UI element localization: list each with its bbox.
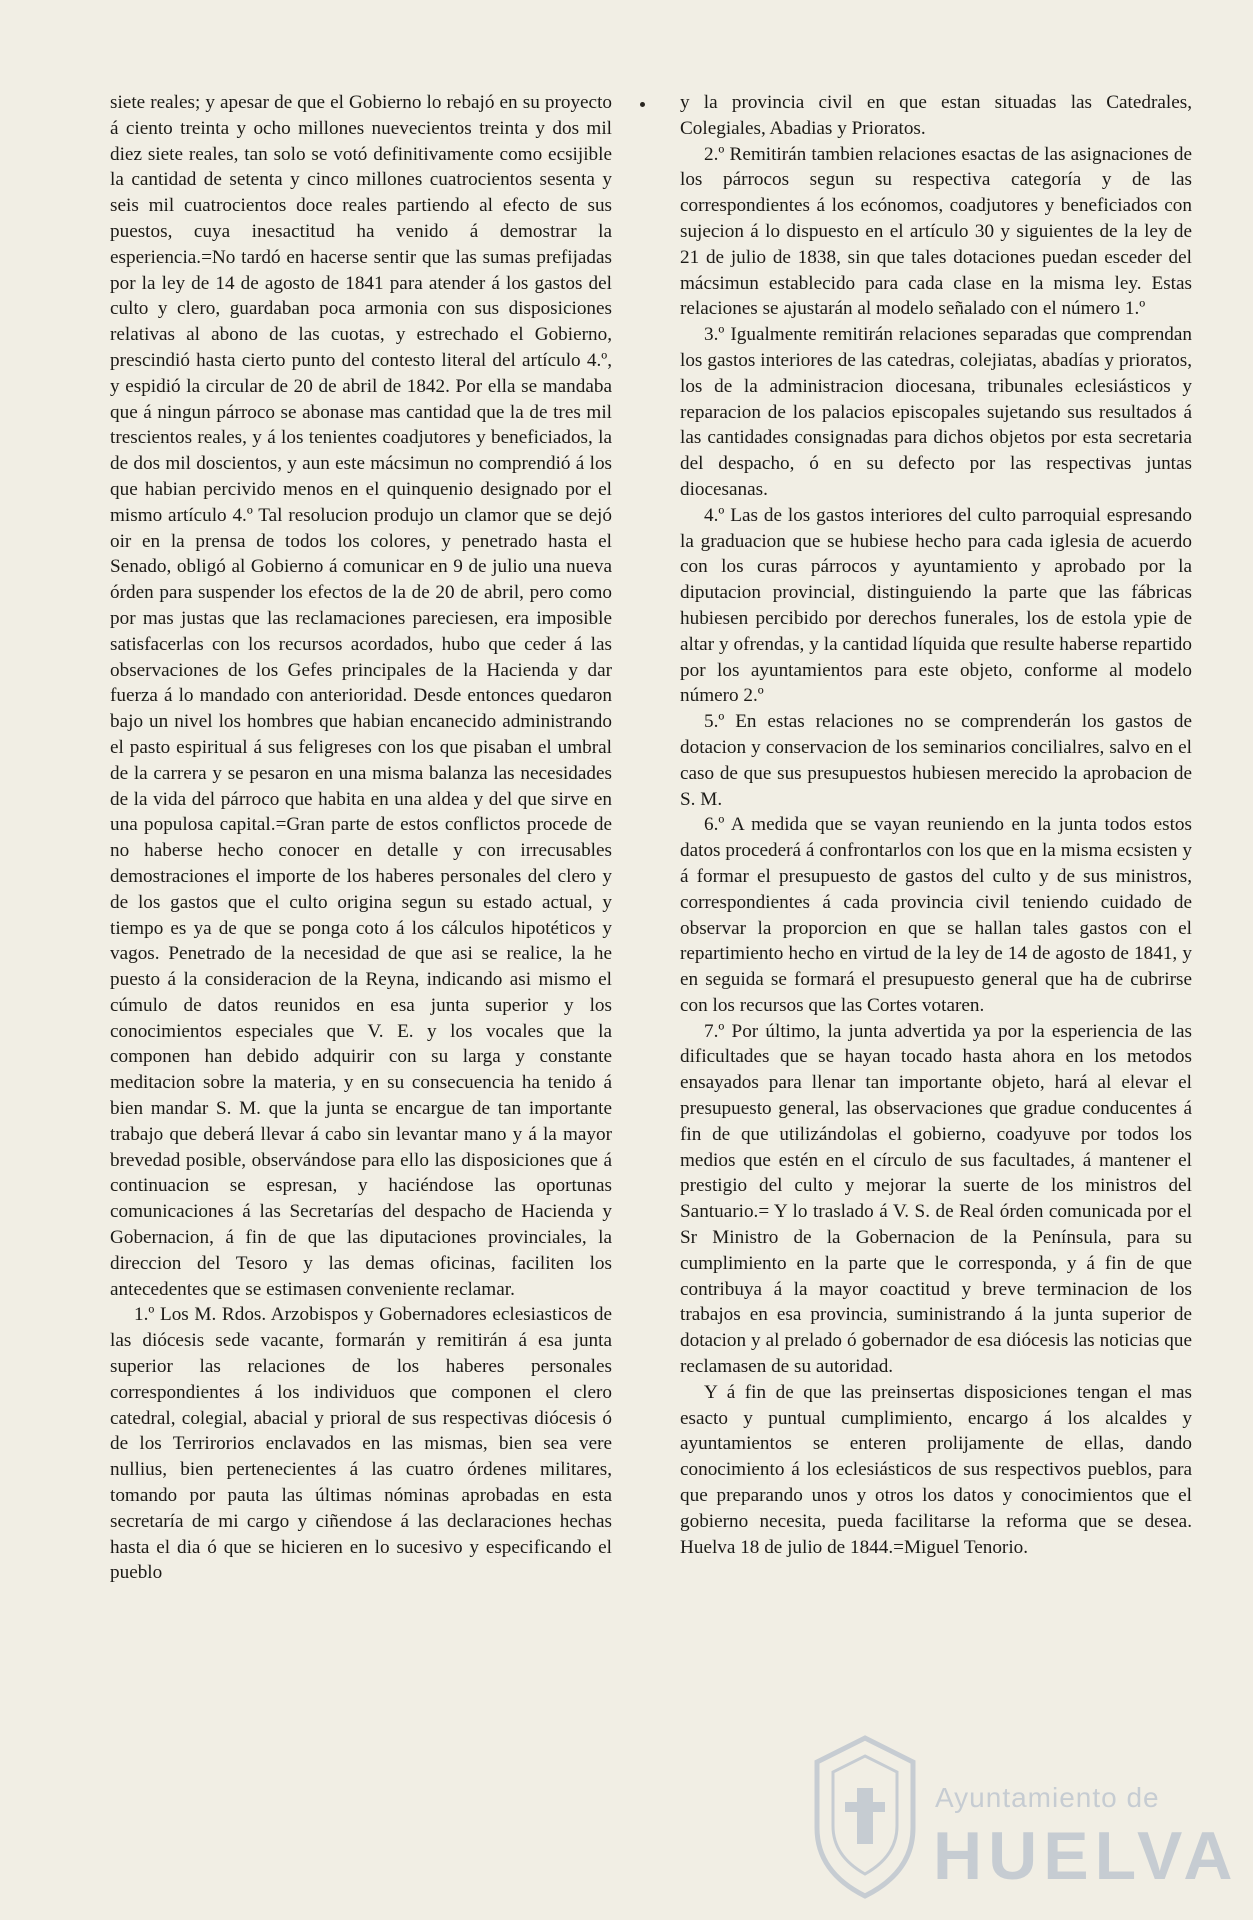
right-column <box>680 90 1192 1560</box>
coat-of-arms-icon <box>805 1732 925 1902</box>
right-paragraph-4: 4.º Las de los gastos interiores del culto parroquial espresando la graduacion que se hubiese hecho para cada iglesia de acuerdo con los curas párrocos y ayuntamiento y aprobado por la diputacion provincial, distinguiendo la parte que las fábricas hubiesen percibido por derechos funerales, los de estola ypie de altar y ofrendas, y la cantidad líquida que resulte haberse repartido por los ayuntamientos para este objeto, conforme al modelo número 2.º <box>680 504 1192 707</box>
right-paragraph-8: Y á fin de que las preinsertas disposiciones tengan el mas esacto y puntual cumplimiento, encargo á los alcaldes y ayuntamientos se enteren prolijamente de ellas, dando conocimiento á los eclesiásticos de sus respectivos pueblos, para que preparando unos y otros los datos y conocimientos que el gobierno necesita, pueda facilitarse la reforma que se desea. Huelva 18 de julio de 1844.=Miguel Tenorio. <box>680 1381 1192 1558</box>
right-paragraph-7: 7.º Por último, la junta advertida ya por la esperiencia de las dificultades que se hayan tocado hasta ahora en los metodos ensayados para llenar tan importante objeto, hará al elevar el presupuesto general, las observaciones que gradue conducentes á fin de que utilizándolas el gobierno, coadyuve por todos los medios que estén en el círculo de sus facultades, á mantener el prestigio del culto y mejorar la suerte de los ministros del Santuario.= Y lo traslado á V. S. de Real órden comunicada por el Sr Ministro de la Gobernacion de la Península, para su cumplimiento en la parte que le corresponda, y á fin de que contribuya á la mayor coactitud y breve terminacion de los trabajos en esa provincia, suministrando á la junta superior de dotacion y al prelado ó gobernador de esa diócesis las noticias que reclamasen de su autoridad. <box>680 1020 1192 1378</box>
archive-watermark <box>805 1722 1239 1912</box>
right-paragraph-3: 3.º Igualmente remitirán relaciones separadas que comprendan los gastos interiores de las catedras, colejiatas, abadías y prioratos, los de la administracion diocesana, tribunales eclesiásticos y reparacion de los palacios episcopales sujetando sus resultados á las cantidades consignadas para dichos objetos por esta secretaria del despacho, ó en su defecto por las respectivas juntas diocesanas. <box>680 324 1192 500</box>
left-paragraph-1: siete reales; y apesar de que el Gobierno lo rebajó en su proyecto á ciento treinta y ocho millones nuevecientos treinta y dos mil diez siete reales, tan solo se votó definitivamente como ecsijible la cantidad de setenta y cinco millones cuatrocientos sesenta y seis mil cuatrocientos doce reales partiendo al efecto de sus puestos, cuya inesactitud ha venido á demostrar la esperiencia.=No tardó en hacerse sentir que las sumas prefijadas por la ley de 14 de agosto de 1841 para atender á los gastos del culto y clero, guardaban poca armonia con sus disposiciones relativas al abono de las cuotas, y estrechado el Gobierno, prescindió hasta cierto punto del contesto literal del artículo 4.º, y espidió la circular de 20 de abril de 1842. Por ella se mandaba que á ningun párroco se abonase mas cantidad que la de tres mil trescientos reales, y á los tenientes coadjutores y beneficiados, la de dos mil doscientos, y aun este mácsimun no comprendió á los que habian percivido menos en el quinquenio designado por el mismo artículo 4.º Tal resolucion produjo un clamor que se dejó oir en la prensa de todos los colores, y penetrado hasta el Senado, obligó al Gobierno á comunicar en 9 de julio una nueva órden para suspender los efectos de la de 20 de abril, pero como por mas justas que las reclamaciones pareciesen, era imposible satisfacerlas con los recursos acordados, hubo que ceder á las observaciones de los Gefes principales de la Hacienda y dar fuerza á lo mandado con anterioridad. Desde entonces quedaron bajo un nivel los hombres que habian encanecido administrando el pasto espiritual á sus feligreses con los que pisaban el umbral de la carrera y se pesaron en una misma balanza las necesidades de la vida del párroco que habita en una aldea y del que sirve en una populosa capital.=Gran parte de estos conflictos procede de no haberse hecho conocer en detalle y con irrecusables demostraciones el importe de los haberes personales del clero y de los gastos que el culto origina segun su estado actual, y tiempo es ya de que se ponga coto á los cálculos hipotéticos y vagos. Penetrado de la necesidad de que asi se realice, la he puesto á la consideracion de la Reyna, indicando asi mismo el cúmulo de datos reunidos en esa junta superior y los conocimientos especiales que V. E. y los vocales que la componen han debido adquirir con su larga y constante meditacion sobre la materia, y en su consecuencia ha tenido á bien mandar S. M. que la junta se encargue de tan importante trabajo que deberá llevar á cabo sin levantar mano y á la mayor brevedad posible, observándose para ello las disposiciones que á continuacion se espresan, y haciéndose las oportunas comunicaciones á las Secretarías del despacho de Hacienda y Gobernacion, á fin de que las diputaciones provinciales, la direccion del Tesoro y las demas oficinas, faciliten los antecedentes que se estimasen conveniente reclamar. <box>110 92 612 1300</box>
left-column <box>110 90 612 1586</box>
right-paragraph-6: 6.º A medida que se vayan reuniendo en la junta todos estos datos procederá á confrontarlos con los que en la misma ecsisten y á formar el presupuesto de gastos del culto y de sus ministros, correspondientes á cada provincia civil teniendo cuidado de observar la proporcion en que se hallan tales gastos con el repartimiento hecho en virtud de la ley de 14 de agosto de 1841, y en seguida se formará el presupuesto general que ha de cubrirse con los recursos que las Cortes votaren. <box>680 814 1192 1016</box>
watermark-line-1: Ayuntamiento de <box>935 1782 1160 1813</box>
left-paragraph-2: 1.º Los M. Rdos. Arzobispos y Gobernadores eclesiasticos de las diócesis sede vacante, formarán y remitirán á esa junta superior las relaciones de los haberes personales correspondientes á los individuos que componen el clero catedral, colegial, abacial y prioral de sus respectivas diócesis ó de los Terrirorios enclavados en las mismas, bien sea vere nullius, bien pertenecientes á las cuatro órdenes militares, tomando por pauta las últimas nóminas aprobadas en esta secretaría de mi cargo y ciñendose á las declaraciones hechas hasta el dia ó que se hicieren en lo sucesivo y especificando el pueblo <box>110 1304 612 1584</box>
right-paragraph-1: y la provincia civil en que estan situadas las Catedrales, Colegiales, Abadias y Prioratos. <box>680 92 1192 139</box>
right-paragraph-5: 5.º En estas relaciones no se comprenderán los gastos de dotacion y conservacion de los seminarios concilialres, salvo en el caso de que sus presupuestos hubiesen merecido la aprobacion de S. M. <box>680 711 1192 810</box>
watermark-line-2: HUELVA <box>933 1818 1239 1894</box>
gutter-dot <box>640 102 645 107</box>
right-paragraph-2: 2.º Remitirán tambien relaciones esactas de las asignaciones de los párrocos segun su respectiva categoría y de las correspondientes á los ecónomos, coadjutores y beneficiados con sujecion á lo dispuesto en el artículo 30 y siguientes de la ley de 21 de julio de 1838, sin que tales dotaciones puedan esceder del mácsimun establecido para cada clase en la misma ley. Estas relaciones se ajustarán al modelo señalado con el número 1.º <box>680 143 1192 320</box>
